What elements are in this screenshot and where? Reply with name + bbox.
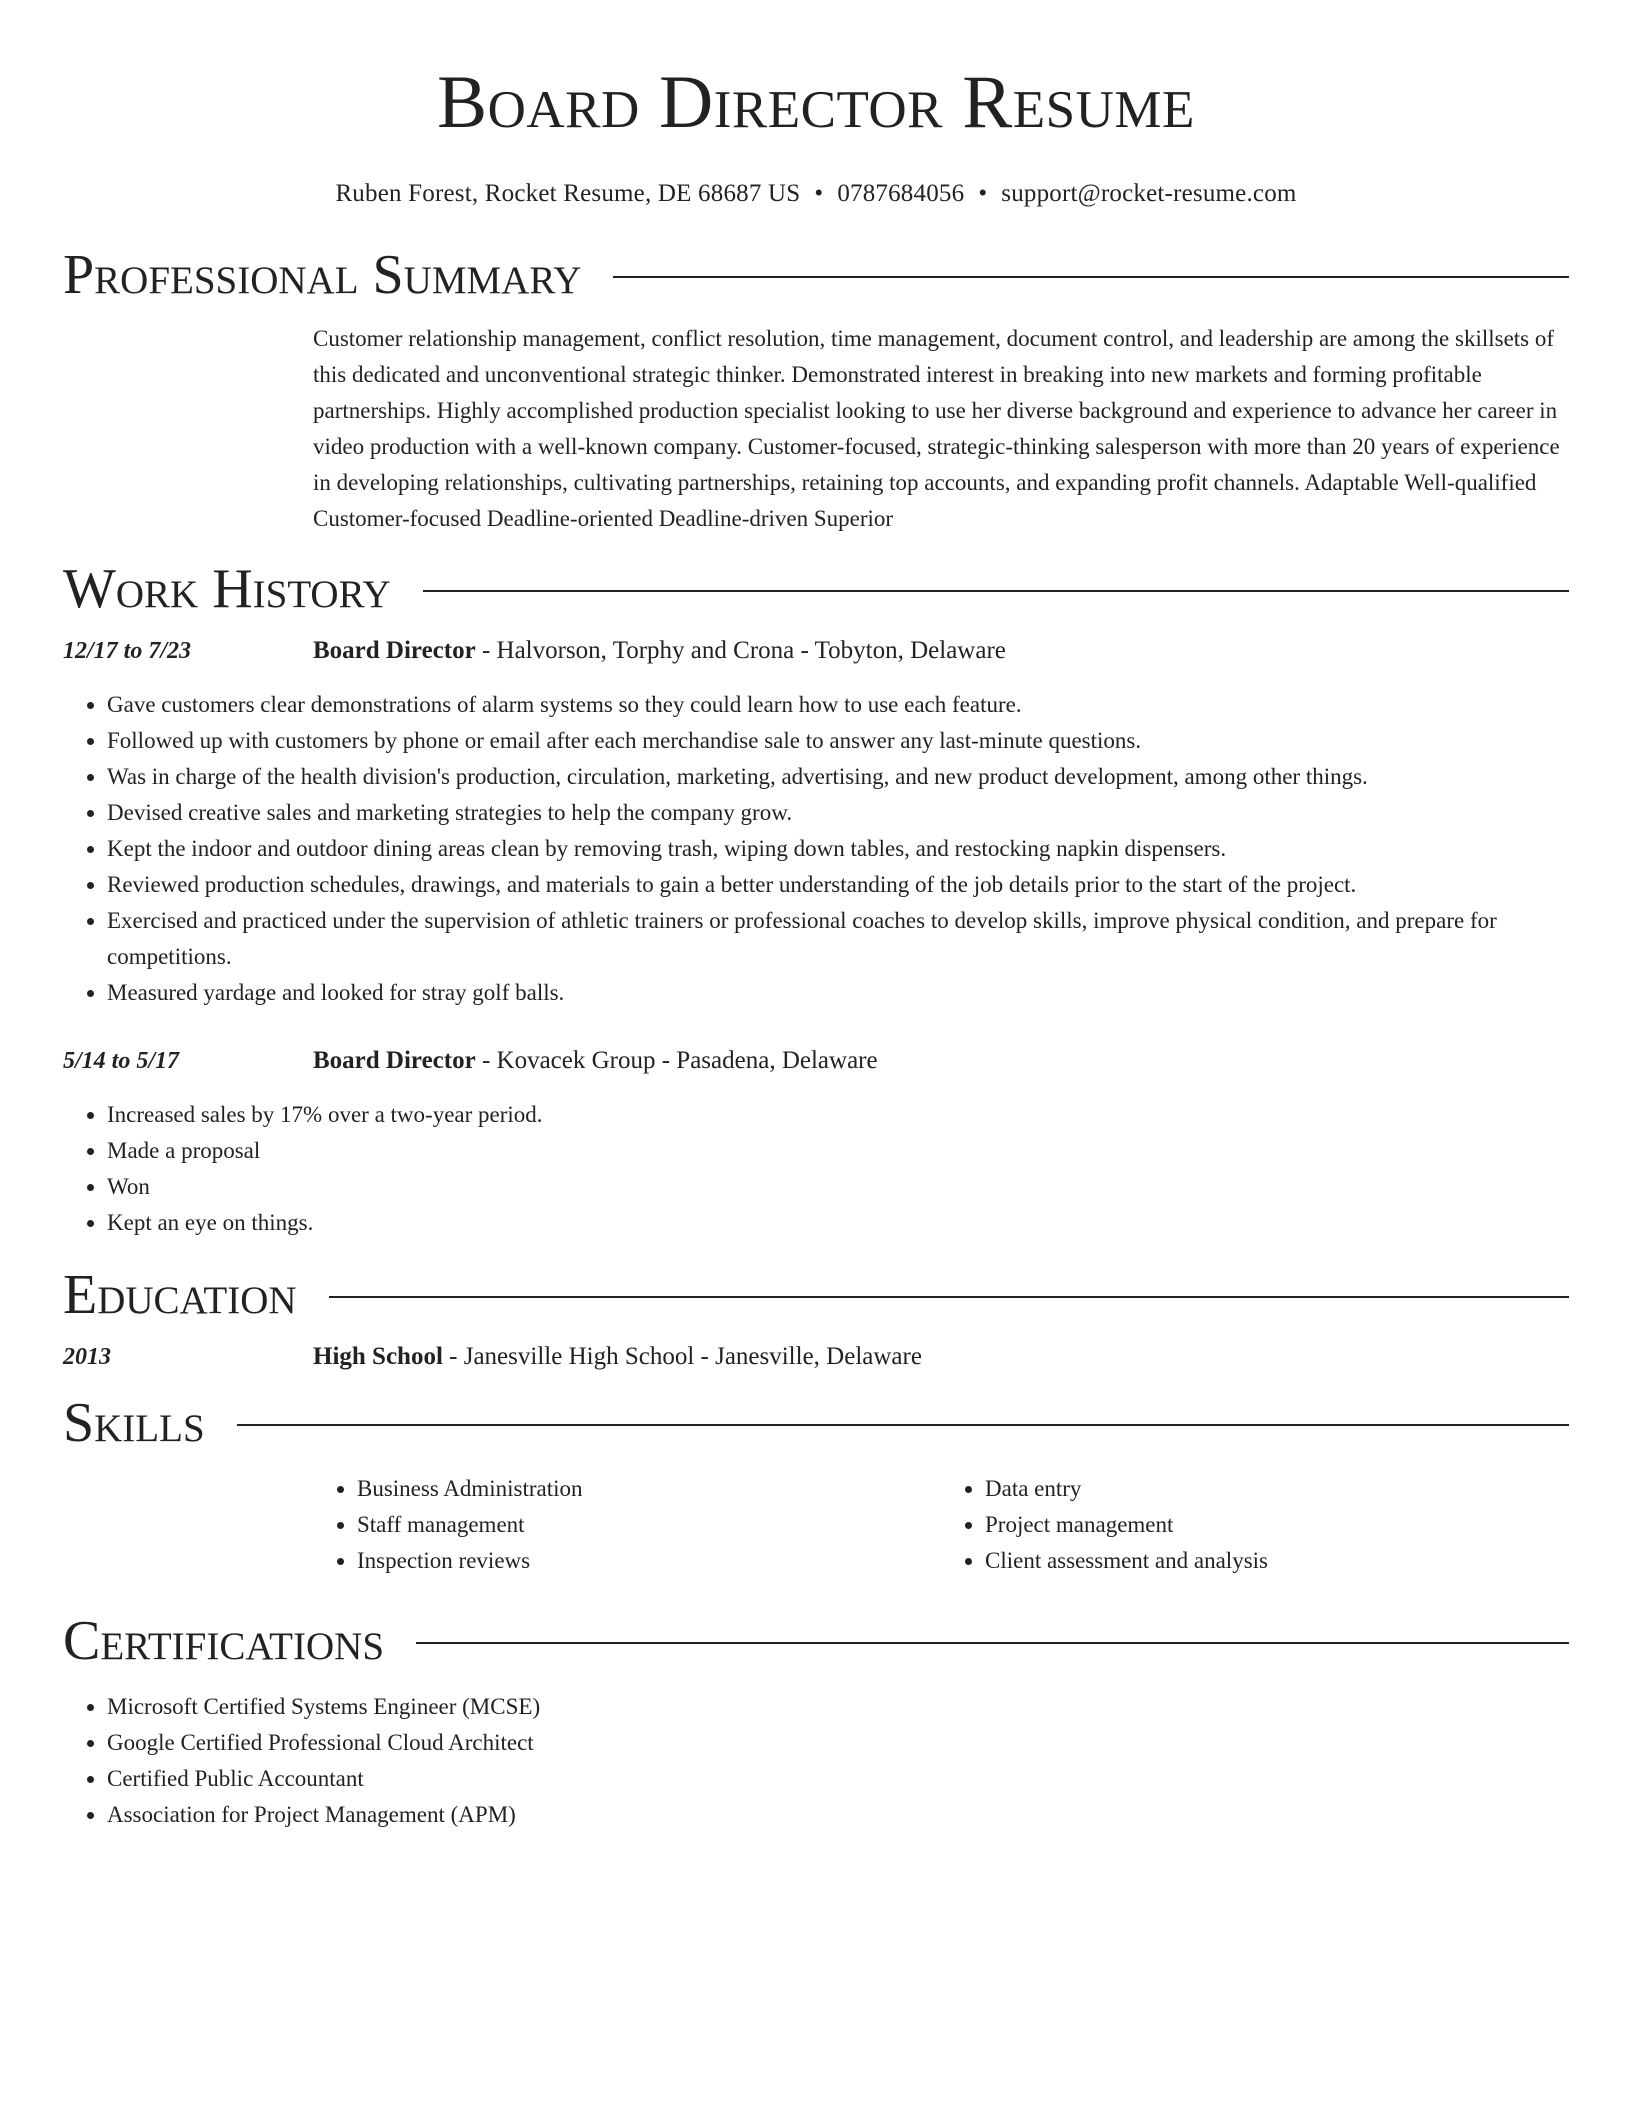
job-bullets [63,687,1569,1011]
section-divider [237,1424,1569,1426]
summary-section-header [63,243,1569,307]
certification-item: • Microsoft Certified Systems Engineer (MCSE) [107,1689,1569,1725]
skill-item: • Project management [985,1507,1569,1543]
job-entry [63,633,1569,669]
job-bullet: • Kept an eye on things. [107,1205,1569,1241]
summary-heading: Professional Summary [63,244,582,306]
job-bullet: • Won [107,1169,1569,1205]
contact-separator: • [978,180,988,207]
skill-item: • Client assessment and analysis [985,1543,1569,1579]
job-title: Board Director [313,637,476,664]
job-bullet: • Made a proposal [107,1133,1569,1169]
job-dates: 5/14 to 5/17 [63,1048,180,1074]
job-bullet: • Followed up with customers by phone or email after each merchandise sale to answer any last-minute questions. [107,723,1569,759]
summary-text: Customer relationship management, conflict resolution, time management, document control, and leadership are among the skillsets of this dedicated and unconventional strategic thinker. Demonstrated interest in breaking into new markets and forming profitable partnerships. Highly accomplished production specialist looking to use her diverse background and experience to advance her career in video production with a well-known company. Customer-focused, strategic-thinking salesperson with more than 20 years of experience in developing relationships, cultivating partnerships, retaining top accounts, and expanding profit channels. Adaptable Well-qualified Customer-focused Deadline-oriented Deadline-driven Superior [313,326,1560,531]
education-year: 2013 [63,1344,111,1370]
job-heading [313,633,1006,669]
skill-item: • Business Administration [357,1471,941,1507]
job-bullet: • Reviewed production schedules, drawings, and materials to gain a better understanding of the job details prior to the start of the project. [107,867,1569,903]
education-entry [63,1339,1569,1375]
contact-email[interactable]: support@rocket-resume.com [1001,180,1297,207]
skill-item: • Staff management [357,1507,941,1543]
education-degree: High School [313,1343,443,1370]
job-title: Board Director [313,1047,476,1074]
certification-item: • Association for Project Management (APM) [107,1797,1569,1833]
work-heading: Work History [63,558,391,620]
skills-section-header [63,1391,1569,1455]
section-divider [613,276,1569,278]
certifications-heading: Certifications [63,1610,385,1672]
contact-line [63,177,1569,211]
job-bullets [63,1097,1569,1241]
education-heading: Education [63,1264,297,1326]
certification-item: • Google Certified Professional Cloud Architect [107,1725,1569,1761]
job-bullet: • Was in charge of the health division's production, circulation, marketing, advertising, and new product development, among other things. [107,759,1569,795]
contact-separator: • [814,180,824,207]
job-bullet: • Devised creative sales and marketing strategies to help the company grow. [107,795,1569,831]
job-entry [63,1043,1569,1079]
job-details: - Halvorson, Torphy and Crona - Tobyton, Delaware [475,637,1006,664]
work-section-header [63,557,1569,621]
job-dates: 12/17 to 7/23 [63,638,192,664]
certifications-list [63,1689,1569,1833]
skills-column-right [941,1471,1569,1579]
skill-item: • Data entry [985,1471,1569,1507]
contact-address: Ruben Forest, Rocket Resume, DE 68687 US [335,180,801,207]
skills-heading: Skills [63,1392,205,1454]
section-divider [329,1296,1569,1298]
education-section-header [63,1263,1569,1327]
education-heading-line [313,1339,922,1375]
job-bullet: • Measured yardage and looked for stray golf balls. [107,975,1569,1011]
job-bullet: • Exercised and practiced under the supervision of athletic trainers or professional coaches to develop skills, improve physical condition, and prepare for competitions. [107,903,1569,975]
skill-item: • Inspection reviews [357,1543,941,1579]
job-bullet: • Kept the indoor and outdoor dining areas clean by removing trash, wiping down tables, and restocking napkin dispensers. [107,831,1569,867]
section-divider [416,1642,1569,1644]
education-details: - Janesville High School - Janesville, Delaware [442,1343,922,1370]
certifications-section-header [63,1609,1569,1673]
job-bullet: • Increased sales by 17% over a two-year period. [107,1097,1569,1133]
job-details: - Kovacek Group - Pasadena, Delaware [475,1047,878,1074]
certification-item: • Certified Public Accountant [107,1761,1569,1797]
skills-column-left [313,1471,941,1579]
resume-title: Board Director Resume [437,61,1195,144]
contact-phone: 0787684056 [837,180,965,207]
skills-list [313,1471,1569,1579]
section-divider [423,590,1569,592]
job-bullet: • Gave customers clear demonstrations of alarm systems so they could learn how to use each feature. [107,687,1569,723]
job-heading [313,1043,878,1079]
